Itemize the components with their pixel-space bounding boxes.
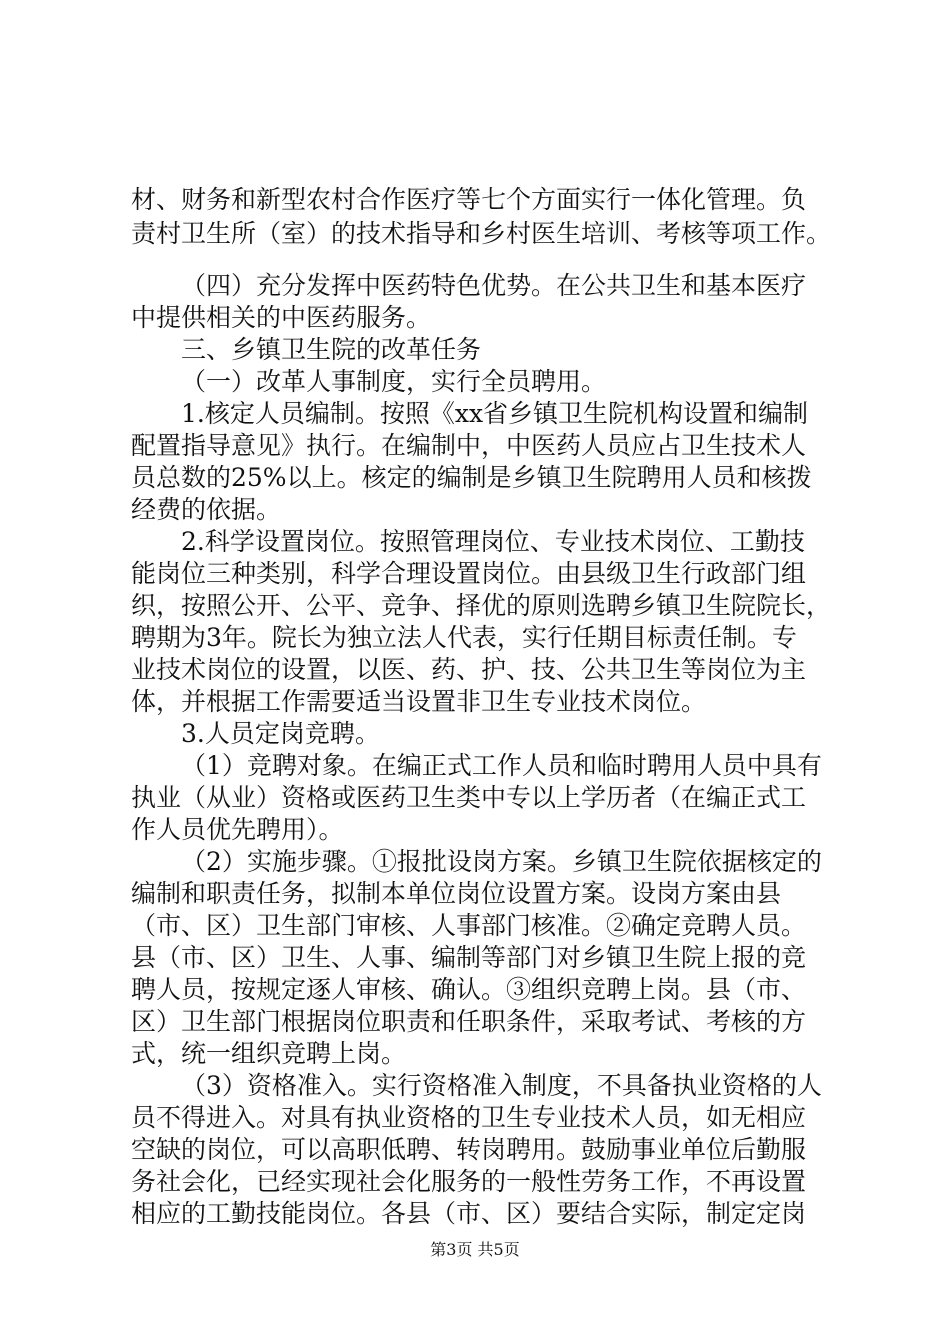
- text-line: 材、财务和新型农村合作医疗等七个方面实行一体化管理。负: [131, 185, 807, 214]
- paragraph-start: （2）实施步骤。①报批设岗方案。乡镇卫生院依据核定的: [181, 847, 822, 876]
- text-line: 式，统一组织竞聘上岗。: [131, 1039, 407, 1068]
- text-line: 区）卫生部门根据岗位职责和任职条件，采取考试、考核的方: [131, 1007, 807, 1036]
- paragraph-start: 3.人员定岗竞聘。: [181, 719, 380, 748]
- text-line: 县（市、区）卫生、人事、编制等部门对乡镇卫生院上报的竞: [131, 943, 807, 972]
- text-line: 员总数的25%以上。核定的编制是乡镇卫生院聘用人员和核拨: [131, 463, 812, 492]
- text-line: 经费的依据。: [131, 495, 282, 524]
- text-line: 业技术岗位的设置，以医、药、护、技、公共卫生等岗位为主: [131, 655, 807, 684]
- page-number-footer: 第3页 共5页: [430, 1240, 520, 1259]
- paragraph-start: 1.核定人员编制。按照《xx省乡镇卫生院机构设置和编制: [181, 399, 809, 428]
- text-line: 聘期为3年。院长为独立法人代表，实行任期目标责任制。专: [131, 623, 797, 652]
- text-line: 配置指导意见》执行。在编制中，中医药人员应占卫生技术人: [131, 431, 807, 460]
- text-line: （市、区）卫生部门审核、人事部门核准。②确定竞聘人员。: [131, 911, 807, 940]
- text-line: 员不得进入。对具有执业资格的卫生专业技术人员，如无相应: [131, 1103, 807, 1132]
- paragraph-start: （3）资格准入。实行资格准入制度，不具备执业资格的人: [181, 1071, 822, 1100]
- text-line: 执业（从业）资格或医药卫生类中专以上学历者（在编正式工: [131, 783, 807, 812]
- text-line: 空缺的岗位，可以高职低聘、转岗聘用。鼓励事业单位后勤服: [131, 1135, 807, 1164]
- text-line: 中提供相关的中医药服务。: [131, 303, 432, 332]
- paragraph-start: （1）竞聘对象。在编正式工作人员和临时聘用人员中具有: [181, 751, 822, 780]
- text-line: 织，按照公开、公平、竞争、择优的原则选聘乡镇卫生院院长，: [131, 591, 832, 620]
- paragraph-start: 2.科学设置岗位。按照管理岗位、专业技术岗位、工勤技: [181, 527, 805, 556]
- section-heading: 三、乡镇卫生院的改革任务: [181, 335, 482, 364]
- section-heading: （一）改革人事制度，实行全员聘用。: [181, 367, 607, 396]
- text-line: 责村卫生所（室）的技术指导和乡村医生培训、考核等项工作。: [131, 219, 832, 248]
- section-heading: （四）充分发挥中医药特色优势。在公共卫生和基本医疗: [181, 271, 807, 300]
- text-line: 体，并根据工作需要适当设置非卫生专业技术岗位。: [131, 687, 707, 716]
- text-line: 相应的工勤技能岗位。各县（市、区）要结合实际，制定定岗: [131, 1199, 807, 1228]
- text-line: 聘人员，按规定逐人审核、确认。③组织竞聘上岗。县（市、: [131, 975, 807, 1004]
- text-line: 能岗位三种类别，科学合理设置岗位。由县级卫生行政部门组: [131, 559, 807, 588]
- text-line: 作人员优先聘用）。: [131, 815, 344, 844]
- text-line: 编制和职责任务，拟制本单位岗位设置方案。设岗方案由县: [131, 879, 782, 908]
- text-line: 务社会化，已经实现社会化服务的一般性劳务工作，不再设置: [131, 1167, 807, 1196]
